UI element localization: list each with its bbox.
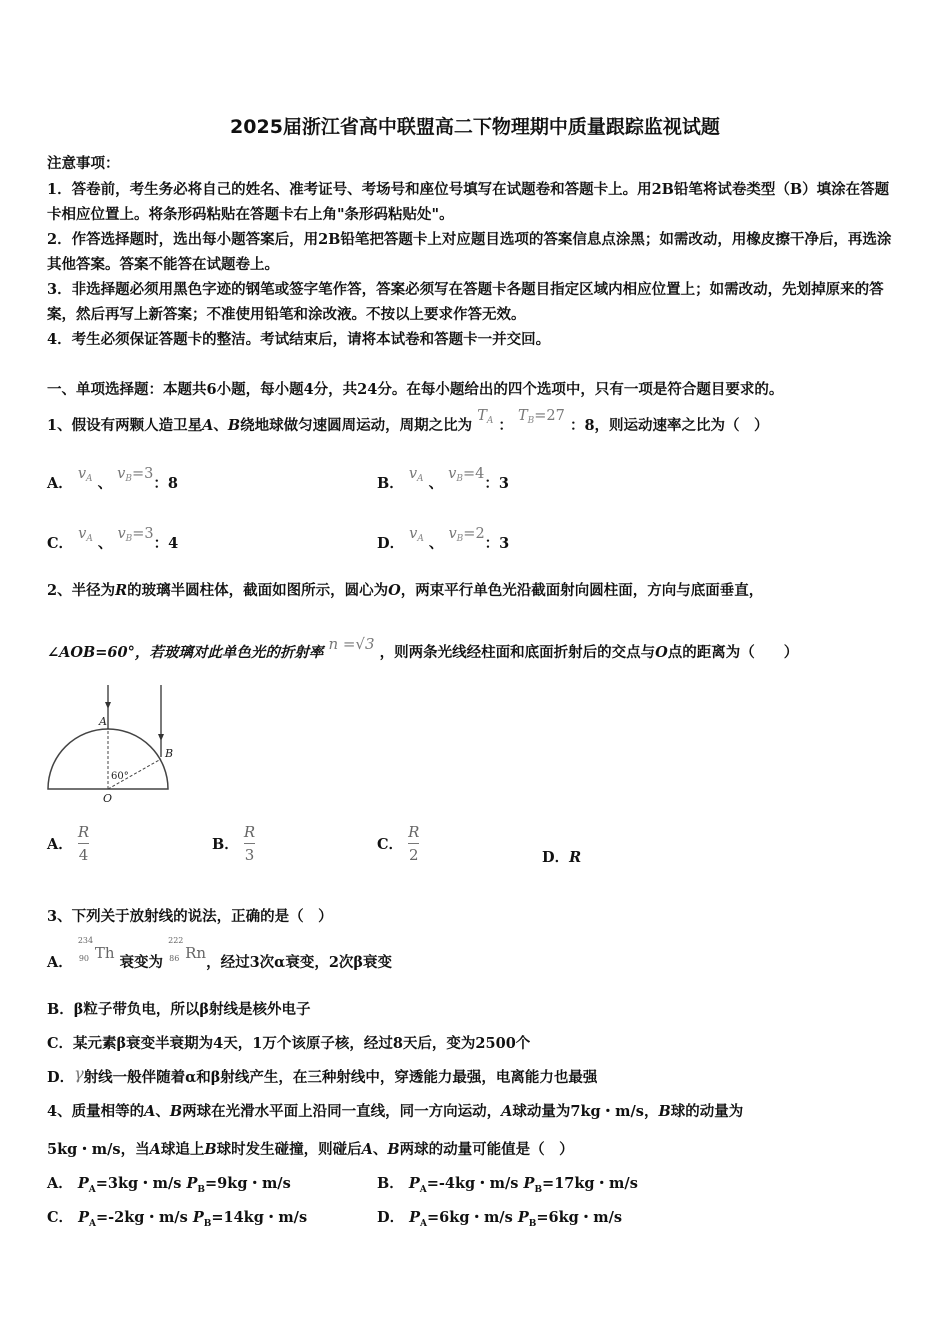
notice-item-2: 2．作答选择题时，选出每小题答案后，用2B铅笔把答题卡上对应题目选项的答案信息点涂黑；如需改动，用橡皮擦干净后，再选涂其他答案。答案不能答在试题卷上。	[47, 231, 892, 273]
q3-stem: 3、下列关于放射线的说法，正确的是（ ）	[47, 908, 333, 925]
notice-item-1: 1．答卷前，考生务必将自己的姓名、准考证号、考场号和座位号填写在试题卷和答题卡上。用2B铅笔将试卷类型（B）填涂在答题卡相应位置上。将条形码粘贴在答题卡右上角"条形码粘贴处"。	[47, 181, 890, 223]
page-title: 2025届浙江省高中联盟高二下物理期中质量跟踪监视试题	[230, 116, 720, 138]
q2-stem-line2: ∠AOB=60°，若玻璃对此单色光的折射率 n =√3 ，则两条光线经柱面和底面折射后的交点与O点的距离为（ ）	[47, 635, 799, 661]
q4-option-a[interactable]: A． $P_A=3kg$・m/s $P_B=9kg$・m/s	[47, 1175, 291, 1195]
point-a-label: A	[99, 715, 107, 728]
notice-heading: 注意事项：	[47, 155, 120, 172]
point-o-label: O	[103, 792, 113, 804]
q2-option-b[interactable]: B． $\frac{R}{3}$	[212, 823, 256, 864]
angle-label: 60°	[111, 771, 129, 782]
q2-stem-line1: 2、半径为R的玻璃半圆柱体，截面如图所示，圆心为O，两束平行单色光沿截面射向圆柱面，方向与底面垂直，	[47, 582, 764, 599]
q4-option-b[interactable]: B． $P_A=-4kg$・m/s $P_B=17kg$・m/s	[377, 1175, 638, 1195]
q4-stem-line2: 5kg・m/s，当A球追上B球时发生碰撞，则碰后A、B两球的动量可能值是（ ）	[47, 1141, 574, 1158]
q1-option-a[interactable]: A． $v_A$ 、 $v_B=3$：8	[47, 466, 178, 492]
q1-option-c[interactable]: C． $v_A$ 、 $v_B=3$：4	[47, 526, 179, 552]
q1-stem: 1、假设有两颗人造卫星A、B绕地球做匀速圆周运动，周期之比为 $T_A$ ： $T_B=27$ ：8，则运动速率之比为（ ）	[47, 408, 769, 434]
semicircle-diagram	[40, 682, 190, 804]
point-b-label: B	[165, 747, 174, 760]
q3-option-d[interactable]: D．γ射线一般伴随着α和β射线产生，在三种射线中，穿透能力最强，电离能力也最强	[47, 1064, 598, 1086]
q3-option-b[interactable]: B．β粒子带负电，所以β射线是核外电子	[47, 1001, 311, 1018]
notice-item-4: 4．考生必须保证答题卡的整洁。考试结束后，请将本试卷和答题卡一并交回。	[47, 331, 551, 348]
section-heading: 一、单项选择题：本题共6小题，每小题4分，共24分。在每小题给出的四个选项中，只有一项是符合题目要求的。	[47, 381, 784, 398]
notice-item-3: 3．非选择题必须用黑色字迹的钢笔或签字笔作答，答案必须写在答题卡各题目指定区域内相应位置上；如需改动，先划掉原来的答案，然后再写上新答案；不准使用铅笔和涂改液。不按以上要求作答无效。	[47, 281, 884, 323]
ray-b-arrow	[158, 734, 164, 741]
q2-option-a[interactable]: A． $\frac{R}{4}$	[47, 823, 90, 864]
q3-option-c[interactable]: C．某元素β衰变半衰期为4天，1万个该原子核，经过8天后，变为2500个	[47, 1035, 531, 1052]
q4-option-d[interactable]: D． $P_A=6kg$・m/s $P_B=6kg$・m/s	[377, 1209, 623, 1229]
q1-option-b[interactable]: B． $v_A$ 、 $v_B=4$：3	[377, 466, 509, 492]
ray-a-arrow	[105, 702, 111, 709]
q3-option-a[interactable]: A． 234 90 Th 衰变为 222 86 Rn，经过3次α衰变，2次β衰变	[47, 936, 393, 971]
q2-option-c[interactable]: C． $\frac{R}{2}$	[377, 823, 420, 864]
q2-option-d[interactable]: D．R	[542, 849, 582, 866]
q1-option-d[interactable]: D． $v_A$ 、 $v_B=2$：3	[377, 526, 510, 552]
q4-stem-line1: 4、质量相等的A、B两球在光滑水平面上沿同一直线，同一方向运动，A球动量为7kg・m/s，B球的动量为	[47, 1103, 744, 1120]
q4-option-c[interactable]: C． $P_A=-2kg$・m/s $P_B=14kg$・m/s	[47, 1209, 308, 1229]
